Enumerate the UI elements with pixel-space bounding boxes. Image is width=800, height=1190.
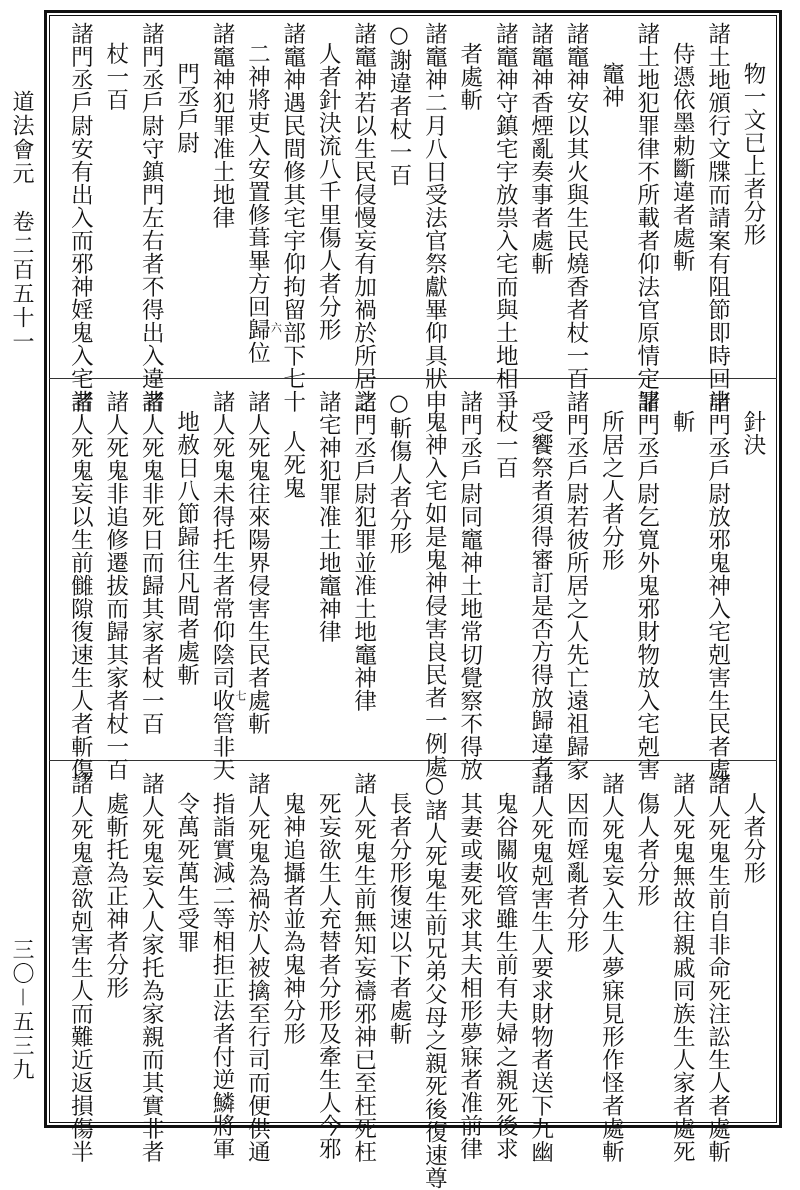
- text-column: 諸人死鬼意欲剋害生人而難近返損傷半: [67, 772, 94, 1163]
- margin-book-title: 道法會元 卷二百五十一: [9, 90, 34, 354]
- text-column: 諸人死鬼妄以生前雠隙復速生人者斬傷: [67, 390, 94, 781]
- text-column: 諸人死鬼生前無知妄禱邪神已至枉死枉: [350, 772, 377, 1163]
- text-column: 諸竈神二月八日受法官祭獻畢仰具狀申: [421, 22, 448, 413]
- text-column: 諸門丞戶尉若彼所居之人先亡遠祖歸家: [563, 390, 589, 781]
- text-column: 地赦日八節歸往凡間者處斬: [173, 409, 200, 686]
- margin-page-number: 三〇－五三九: [9, 938, 34, 1083]
- text-column: 諸人死鬼往來陽界侵害生民者處斬: [244, 390, 271, 735]
- text-column: 門丞戶尉: [173, 61, 200, 154]
- text-column: ○斬傷人者分形: [386, 390, 412, 555]
- text-column: 諸人死鬼非追修遷拔而歸其家者杖一百: [102, 390, 129, 781]
- text-column: 其妻或妻死求其夫相形夢寐者准前律: [456, 791, 483, 1160]
- inline-note: 七: [234, 690, 247, 701]
- text-panel-middle: [60, 390, 772, 781]
- text-column: 物一文已上者分形: [740, 61, 766, 246]
- text-column: 鬼谷關收管雖生前有夫婦之親死後求: [492, 791, 519, 1160]
- text-column: 鬼神追攝者並為鬼神分形: [279, 791, 306, 1045]
- text-column: 二神將吏入安置修葺畢方回歸位: [244, 41, 271, 364]
- text-column: 令萬死萬生受罪: [173, 791, 200, 953]
- inline-note: 六: [269, 322, 283, 333]
- text-column: 諸竈神若以生民侵慢妄有加禍於所居之: [350, 22, 377, 413]
- text-column: 者處斬: [456, 41, 483, 111]
- text-column: 諸竈神安以其火與生民燒香者杖一百: [563, 22, 589, 390]
- text-column: 諸人死鬼為禍於人被擒至行司而便供通: [244, 772, 271, 1163]
- text-column: 諸門丞戶尉犯罪並准土地竈神律: [350, 390, 377, 712]
- text-column: 諸門丞戶尉安有出入而邪神婬鬼入宅者: [67, 22, 94, 413]
- text-column: 諸人死鬼非死日而歸其家者杖一百: [138, 390, 165, 735]
- text-column: 杖一百: [492, 409, 519, 479]
- text-column: 諸門丞戶尉乞寬外鬼邪財物放入宅剋害: [633, 390, 660, 781]
- text-column: 諸土地犯罪律不所載者仰法官原情定罪: [633, 22, 660, 413]
- text-column: ○諸人死鬼生前兄弟父母之親死後復速尊: [421, 772, 448, 1190]
- text-column: 諸門丞戶尉放邪鬼神入宅剋害生民者處: [704, 390, 731, 781]
- text-column: 斬: [669, 409, 696, 433]
- text-column: 傷人者分形: [633, 791, 660, 907]
- text-column: 鬼神入宅如是鬼神侵害良民者一例處: [421, 409, 448, 778]
- text-column: 諸土地頒行文牒而請案有阻節即時回申: [704, 22, 731, 413]
- text-column: 死妄欲生人充替者分形及牽生人今邪: [315, 791, 342, 1160]
- text-column: 諸宅神犯罪准土地竈神律: [315, 390, 342, 643]
- text-column: 諸人死鬼妄入生人夢寐見形作怪者處斬: [598, 772, 625, 1163]
- text-column: 諸人死鬼剋害生人要求財物者送下九幽: [527, 772, 554, 1163]
- text-column: 諸門丞戶尉守鎮門左右者不得出入違者: [138, 22, 165, 413]
- text-column: 杖一百: [102, 41, 129, 111]
- text-column: 受饗祭者須得審訂是否方得放歸違者: [527, 409, 554, 778]
- text-column: 諸竈神犯罪准土地律: [209, 22, 235, 229]
- text-column: 諸人死鬼生前自非命死注訟生人者處斬: [704, 772, 731, 1163]
- text-column: 侍憑依墨勅斷違者處斬: [669, 41, 696, 272]
- text-column: 針決: [740, 409, 766, 456]
- text-column: ○謝違者杖一百: [386, 22, 412, 187]
- panel-divider: [49, 760, 777, 761]
- text-column: 諸竈神遇民間修其宅宇仰拘留部下七十: [279, 22, 306, 413]
- text-panel-top: [60, 22, 772, 413]
- text-column: 人者針決流八千里傷人者分形: [315, 41, 342, 341]
- text-column: 長者分形復速以下者處斬: [386, 791, 412, 1045]
- text-column: 諸人死鬼妄入人家托為家親而其實非者: [138, 772, 165, 1163]
- text-column: 人者分形: [740, 791, 766, 884]
- text-column: 竈神: [598, 61, 625, 108]
- text-column: 諸竈神守鎮宅宇放祟入宅而與土地相爭: [492, 22, 519, 413]
- text-column: 人死鬼: [279, 429, 306, 499]
- text-column: 指詣實減二等相拒正法者付逆鱗將軍: [209, 791, 235, 1160]
- text-column: 所居之人者分形: [598, 409, 625, 571]
- text-column: 因而婬亂者分形: [563, 791, 589, 953]
- text-panel-bottom: [60, 772, 772, 1190]
- text-column: 諸門丞戶尉同竈神土地常切覺察不得放: [456, 390, 483, 781]
- text-column: 諸人死鬼無故往親戚同族生人家者處死: [669, 772, 696, 1163]
- text-column: 處斬托為正神者分形: [102, 791, 129, 999]
- text-column: 諸人死鬼未得托生者常仰陰司收管非天: [209, 390, 235, 781]
- text-column: 諸竈神香煙亂奏事者處斬: [527, 22, 554, 275]
